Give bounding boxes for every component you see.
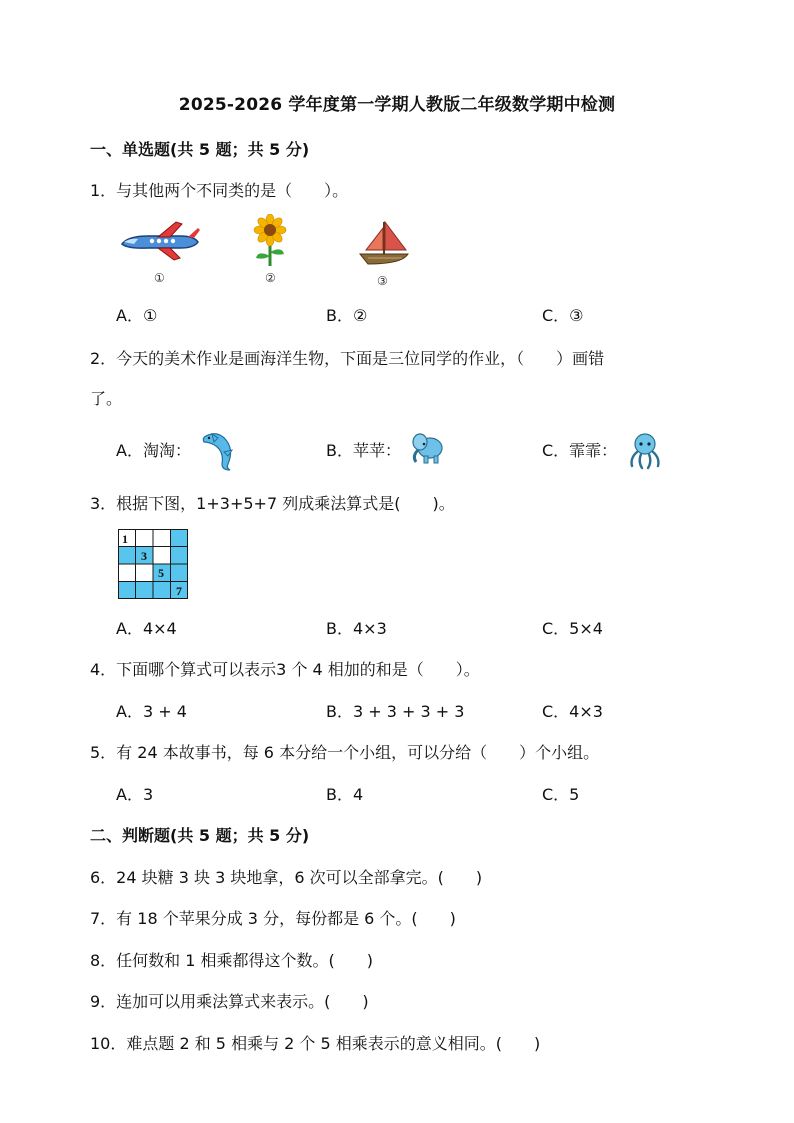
q1-option-c[interactable]: C．③ [542, 306, 584, 325]
q1-option-b[interactable]: B．② [326, 306, 368, 325]
q3-option-b[interactable]: B．4×3 [326, 619, 387, 638]
sailboat-icon [358, 218, 410, 266]
q1-option-a[interactable]: A．① [116, 306, 158, 325]
q5-option-b[interactable]: B．4 [326, 785, 364, 804]
dolphin-icon [200, 428, 238, 472]
q4-option-b[interactable]: B．3 + 3 + 3 + 3 [326, 702, 465, 721]
section-heading-single-choice: 一、单选题(共 5 题；共 5 分) [90, 140, 310, 159]
q3-option-a[interactable]: A．4×4 [116, 619, 177, 638]
question-4-text: 4．下面哪个算式可以表示3 个 4 相加的和是（ ）。 [90, 660, 480, 679]
q5-option-a[interactable]: A．3 [116, 785, 154, 804]
question-5-text: 5．有 24 本故事书，每 6 本分给一个小组，可以分给（ ）个小组。 [90, 743, 600, 762]
q5-option-c[interactable]: C．5 [542, 785, 580, 804]
question-1-text: 1．与其他两个不同类的是（ ）。 [90, 181, 349, 200]
q2-option-a[interactable]: A．淘淘： [116, 441, 191, 460]
grid-number-3: 3 [141, 549, 147, 563]
q2-option-b[interactable]: B．苹苹： [326, 441, 401, 460]
number-grid [118, 529, 188, 599]
question-7-text: 7．有 18 个苹果分成 3 分，每份都是 6 个。( ) [90, 909, 456, 928]
q2-option-c[interactable]: C．霏霏： [542, 441, 618, 460]
q4-option-c[interactable]: C．4×3 [542, 702, 603, 721]
question-9-text: 9．连加可以用乘法算式来表示。( ) [90, 992, 369, 1011]
elephant-icon [410, 430, 446, 466]
octopus-icon [626, 432, 664, 472]
page-title: 2025-2026 学年度第一学期人教版二年级数学期中检测 [178, 95, 616, 115]
grid-number-7: 7 [176, 584, 182, 598]
grid-number-5: 5 [158, 566, 164, 580]
question-6-text: 6．24 块糖 3 块 3 块地拿，6 次可以全部拿完。( ) [90, 868, 483, 887]
grid-number-1: 1 [122, 532, 128, 546]
option-label-2: ② [265, 271, 276, 285]
question-3-text: 3．根据下图，1+3+5+7 列成乘法算式是( )。 [90, 494, 455, 513]
question-8-text: 8．任何数和 1 相乘都得这个数。( ) [90, 951, 374, 970]
sunflower-icon [250, 214, 290, 268]
question-10-text: 10．难点题 2 和 5 相乘与 2 个 5 相乘表示的意义相同。( ) [90, 1034, 541, 1053]
option-label-1: ① [154, 271, 165, 285]
section-heading-true-false: 二、判断题(共 5 题；共 5 分) [90, 826, 310, 845]
q4-option-a[interactable]: A．3 + 4 [116, 702, 187, 721]
q3-option-c[interactable]: C．5×4 [542, 619, 603, 638]
airplane-icon [118, 218, 202, 262]
question-2-text-line2: 了。 [90, 389, 123, 408]
question-2-text-line1: 2．今天的美术作业是画海洋生物，下面是三位同学的作业，（ ）画错 [90, 349, 605, 368]
option-label-3: ③ [377, 274, 388, 288]
